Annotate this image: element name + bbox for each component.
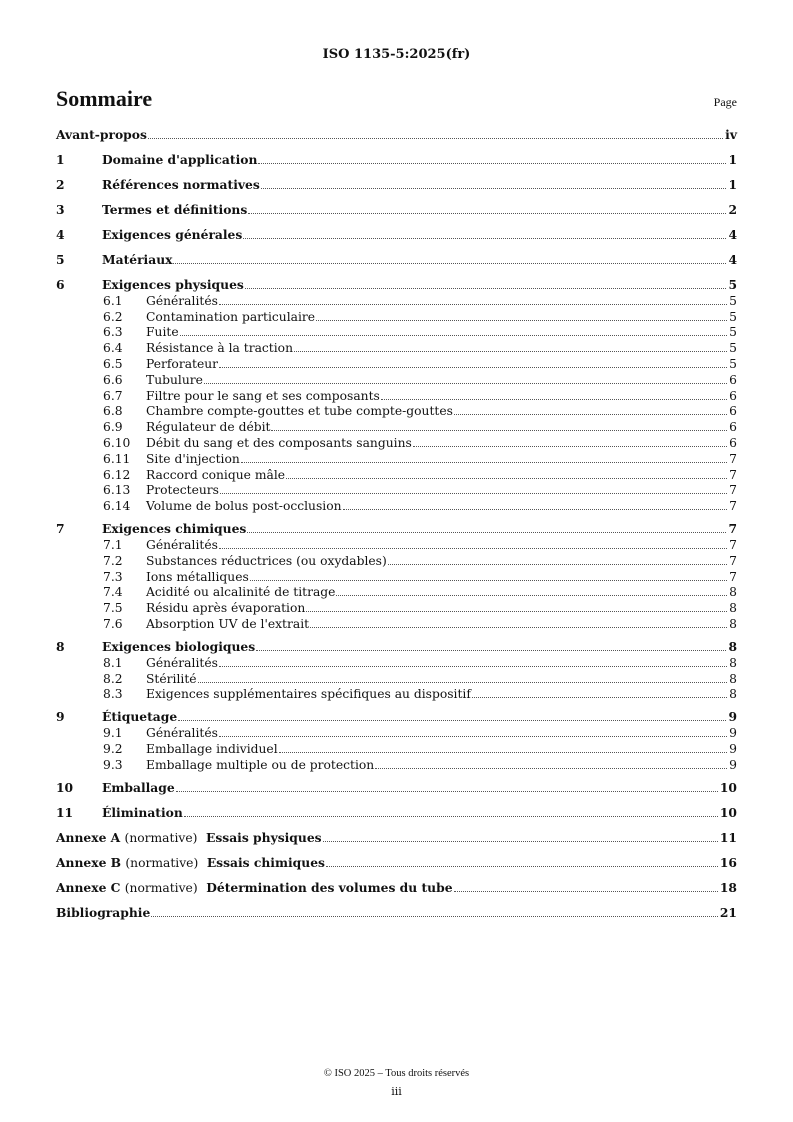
annex-title: Essais chimiques	[206, 854, 325, 870]
dot-leader	[247, 531, 726, 533]
dot-leader	[176, 790, 718, 792]
toc-entry-title: Fuite	[146, 325, 179, 340]
toc-subentry[interactable]	[56, 468, 737, 482]
toc-entry-title: Volume de bolus post-occlusion	[146, 499, 342, 514]
toc-entry[interactable]	[56, 522, 737, 536]
dot-leader	[261, 187, 727, 189]
toc-entry-title: Généralités	[146, 293, 218, 308]
toc-entry-number: 7.1	[103, 537, 123, 552]
toc-page-number: 8	[729, 585, 737, 600]
dot-leader	[219, 366, 727, 368]
toc-entry-title: Exigences chimiques	[102, 521, 247, 537]
toc-page-number: 5	[729, 293, 737, 308]
toc-entry-title	[56, 881, 453, 895]
dot-leader	[248, 212, 726, 214]
dot-leader	[343, 508, 728, 510]
toc-page-number: 8	[729, 616, 737, 631]
dot-leader	[323, 840, 718, 842]
toc-spacer	[56, 895, 737, 906]
copyright-footer: © ISO 2025 – Tous droits réservés	[323, 1068, 470, 1079]
dot-leader	[184, 815, 718, 817]
toc-subentry[interactable]	[56, 294, 737, 308]
toc-entry-title: Protecteurs	[146, 483, 219, 498]
toc-entry-number: 7.5	[103, 601, 123, 616]
toc-entry-title: Stérilité	[146, 671, 197, 686]
toc-entry-title: Résidu après évaporation	[146, 601, 306, 616]
toc-page-number: 7	[729, 467, 737, 482]
toc-entry-number: 11	[56, 804, 74, 820]
toc-page-number: 7	[729, 451, 737, 466]
toc-subentry[interactable]	[56, 373, 737, 387]
toc-entry-title: Généralités	[146, 726, 218, 741]
toc-entry-number: 7.4	[103, 585, 123, 600]
toc-entry-number: 2	[56, 177, 65, 192]
toc-entry-title: Absorption UV de l'extrait	[146, 616, 310, 631]
annex-title: Essais physiques	[205, 829, 322, 845]
dot-leader	[219, 665, 727, 667]
toc-page-number: 8	[729, 687, 737, 702]
toc-entry-title: Élimination	[102, 804, 183, 820]
toc-entry[interactable]	[56, 906, 737, 920]
toc-subentry[interactable]	[56, 538, 737, 552]
toc-page-number: 6	[729, 435, 737, 450]
toc-entry-title: Généralités	[146, 655, 218, 670]
toc-subentry[interactable]	[56, 436, 737, 450]
toc-page-number: 1	[728, 177, 737, 192]
toc-page-number: 11	[719, 829, 737, 845]
table-of-contents	[56, 128, 737, 920]
toc-entry-number: 7.2	[103, 553, 123, 568]
toc-page-number: 6	[729, 404, 737, 419]
toc-entry-title: Régulateur de débit	[146, 420, 271, 435]
toc-page-number: 5	[729, 341, 737, 356]
toc-subentry[interactable]	[56, 341, 737, 355]
toc-page-number: 8	[729, 671, 737, 686]
toc-entry-number: 7.3	[103, 569, 123, 584]
dot-leader	[178, 719, 726, 721]
toc-entry-number: 5	[56, 252, 65, 267]
dot-leader	[375, 767, 727, 769]
dot-leader	[454, 890, 718, 892]
toc-page-number: 9	[729, 757, 737, 772]
dot-leader	[245, 287, 727, 289]
toc-entry-number: 10	[56, 779, 74, 795]
dot-leader	[151, 915, 718, 917]
toc-page-number: 8	[729, 655, 737, 670]
toc-entry-title: Raccord conique mâle	[146, 467, 286, 482]
annex-label: Annexe C	[56, 879, 121, 895]
toc-entry-title: Site d'injection	[146, 451, 240, 466]
page-number: iii	[391, 1085, 402, 1098]
toc-page-number: 6	[729, 372, 737, 387]
toc-entry-title: Résistance à la traction	[146, 341, 294, 356]
toc-entry-number: 6.14	[103, 499, 131, 514]
toc-entry-title: Références normatives	[102, 177, 260, 192]
toc-entry[interactable]	[56, 228, 737, 242]
toc-entry-title: Généralités	[146, 537, 218, 552]
toc-entry-number: 8.2	[103, 671, 123, 686]
toc-entry-title: Contamination particulaire	[146, 309, 316, 324]
toc-subentry[interactable]	[56, 452, 737, 466]
toc-subentry[interactable]	[56, 570, 737, 584]
toc-entry-title: Étiquetage	[102, 709, 178, 725]
toc-subentry[interactable]	[56, 404, 737, 418]
toc-entry-number: 6.2	[103, 309, 123, 324]
toc-subentry[interactable]	[56, 726, 737, 740]
toc-page-number: 5	[728, 277, 737, 292]
toc-subentry[interactable]	[56, 420, 737, 434]
toc-subentry[interactable]	[56, 483, 737, 497]
toc-subentry[interactable]	[56, 554, 737, 568]
toc-entry[interactable]	[56, 178, 737, 192]
toc-subentry[interactable]	[56, 758, 737, 772]
toc-page-number: 5	[729, 325, 737, 340]
annex-label: Annexe B	[56, 854, 122, 870]
toc-page-number: 6	[729, 388, 737, 403]
dot-leader	[241, 461, 727, 463]
toc-subentry[interactable]	[56, 672, 737, 686]
toc-entry[interactable]	[56, 881, 737, 895]
toc-entry-number: 6.6	[103, 372, 123, 387]
toc-entry-title: Perforateur	[146, 356, 219, 371]
dot-leader	[306, 610, 727, 612]
dot-leader	[204, 382, 727, 384]
toc-entry[interactable]	[56, 856, 737, 870]
toc-entry[interactable]	[56, 806, 737, 820]
dot-leader	[243, 237, 726, 239]
toc-entry-number: 6.7	[103, 388, 123, 403]
dot-leader	[279, 751, 728, 753]
dot-leader	[472, 696, 727, 698]
toc-page-number: 18	[719, 879, 737, 895]
toc-entry-title: Acidité ou alcalinité de titrage	[146, 585, 336, 600]
toc-entry-number: 6.12	[103, 467, 131, 482]
toc-entry-number: 6.8	[103, 404, 123, 419]
toc-entry[interactable]	[56, 781, 737, 795]
toc-entry-number: 8.1	[103, 655, 123, 670]
toc-spacer	[56, 820, 737, 831]
toc-page-number: 10	[719, 804, 737, 820]
toc-entry-number: 9	[56, 709, 65, 725]
toc-entry[interactable]	[56, 640, 737, 654]
toc-subentry[interactable]	[56, 389, 737, 403]
toc-page-number: 7	[729, 483, 737, 498]
toc-subentry[interactable]	[56, 656, 737, 670]
toc-page-number: 7	[729, 553, 737, 568]
toc-entry-number: 6	[56, 277, 65, 292]
toc-subentry[interactable]	[56, 310, 737, 324]
toc-entry-number: 9.1	[103, 726, 123, 741]
dot-leader	[148, 137, 723, 139]
page-title: Sommaire	[56, 86, 153, 111]
toc-entry-title: Exigences supplémentaires spécifiques au dispositif	[146, 687, 471, 702]
annex-title: Détermination des volumes du tube	[206, 879, 453, 895]
toc-page-number: 5	[729, 356, 737, 371]
dot-leader	[220, 492, 727, 494]
toc-entry-number: 4	[56, 227, 65, 242]
dot-leader	[413, 445, 727, 447]
toc-page-number: 1	[728, 152, 737, 167]
toc-entry-title: Ions métalliques	[146, 569, 249, 584]
toc-entry-title: Emballage individuel	[146, 741, 278, 756]
toc-entry-title: Tubulure	[146, 372, 203, 387]
toc-page-number: 4	[728, 227, 737, 242]
toc-entry-number: 6.4	[103, 341, 123, 356]
toc-entry-title: Emballage multiple ou de protection	[146, 757, 375, 772]
toc-page-number: 6	[729, 420, 737, 435]
toc-entry-title: Bibliographie	[56, 904, 151, 920]
dot-leader	[336, 594, 727, 596]
annex-qualifier: (normative)	[124, 830, 198, 845]
annex-qualifier: (normative)	[124, 880, 198, 895]
page-column-label: Page	[713, 95, 737, 109]
toc-page-number: 8	[729, 601, 737, 616]
toc-entry[interactable]	[56, 128, 737, 142]
toc-entry-number: 6.5	[103, 356, 123, 371]
toc-entry-number: 6.10	[103, 435, 131, 450]
dot-leader	[294, 350, 727, 352]
toc-entry[interactable]	[56, 278, 737, 292]
toc-entry[interactable]	[56, 710, 737, 724]
toc-entry-number: 7	[56, 521, 65, 537]
toc-subentry[interactable]	[56, 325, 737, 339]
toc-page-number: 10	[719, 779, 737, 795]
toc-page-number: 7	[729, 569, 737, 584]
toc-subentry[interactable]	[56, 687, 737, 701]
dot-leader	[454, 413, 727, 415]
dot-leader	[256, 649, 726, 651]
toc-page-number: 21	[719, 904, 737, 920]
toc-page-number: 5	[729, 309, 737, 324]
dot-leader	[198, 681, 728, 683]
toc-page-number: 7	[729, 499, 737, 514]
toc-subentry[interactable]	[56, 742, 737, 756]
toc-page-number: 9	[729, 726, 737, 741]
toc-entry-number: 6.9	[103, 420, 123, 435]
toc-entry-title: Emballage	[102, 779, 175, 795]
dot-leader	[326, 865, 718, 867]
annex-qualifier: (normative)	[125, 855, 199, 870]
toc-entry-number: 6.3	[103, 325, 123, 340]
toc-page-number: 9	[729, 741, 737, 756]
toc-page-number: 7	[728, 521, 737, 537]
dot-leader	[219, 735, 727, 737]
toc-entry-title: Matériaux	[102, 252, 173, 267]
toc-entry-title	[56, 831, 322, 845]
toc-entry[interactable]	[56, 253, 737, 267]
toc-entry-number: 3	[56, 202, 65, 217]
toc-entry-title: Exigences physiques	[102, 277, 244, 292]
toc-entry[interactable]	[56, 153, 737, 167]
toc-entry[interactable]	[56, 203, 737, 217]
dot-leader	[250, 579, 727, 581]
toc-spacer	[56, 845, 737, 856]
toc-entry-number: 6.1	[103, 293, 123, 308]
toc-entry-number: 9.3	[103, 757, 123, 772]
toc-subentry[interactable]	[56, 617, 737, 631]
annex-label: Annexe A	[56, 829, 121, 845]
toc-entry-title: Domaine d'application	[102, 152, 258, 167]
dot-leader	[219, 303, 727, 305]
dot-leader	[286, 477, 727, 479]
toc-subentry[interactable]	[56, 499, 737, 513]
toc-entry-title: Exigences biologiques	[102, 638, 256, 654]
toc-entry-number: 8.3	[103, 687, 123, 702]
toc-entry-title	[56, 856, 325, 870]
dot-leader	[173, 262, 726, 264]
toc-page-number: 7	[729, 537, 737, 552]
title-row	[56, 86, 737, 112]
toc-subentry[interactable]	[56, 601, 737, 615]
toc-entry-number: 6.11	[103, 451, 131, 466]
toc-entry-number: 9.2	[103, 741, 123, 756]
toc-page-number: iv	[725, 127, 737, 142]
toc-page-number: 2	[728, 202, 737, 217]
toc-entry-title: Termes et définitions	[102, 202, 248, 217]
dot-leader	[180, 334, 728, 336]
dot-leader	[381, 398, 727, 400]
toc-entry[interactable]	[56, 831, 737, 845]
toc-entry-title: Exigences générales	[102, 227, 243, 242]
toc-entry-number: 7.6	[103, 616, 123, 631]
toc-page-number: 9	[728, 709, 737, 725]
dot-leader	[310, 626, 727, 628]
dot-leader	[258, 162, 726, 164]
toc-subentry[interactable]	[56, 357, 737, 371]
toc-entry-number: 8	[56, 638, 65, 654]
toc-entry-title: Avant-propos	[56, 127, 147, 142]
toc-entry-number: 6.13	[103, 483, 131, 498]
toc-entry-title: Filtre pour le sang et ses composants	[146, 388, 380, 403]
toc-entry-title: Substances réductrices (ou oxydables)	[146, 553, 387, 568]
dot-leader	[219, 547, 727, 549]
dot-leader	[388, 563, 727, 565]
dot-leader	[316, 319, 727, 321]
toc-page-number: 16	[719, 854, 737, 870]
document-header: ISO 1135-5:2025(fr)	[322, 47, 471, 62]
toc-entry-title: Chambre compte-gouttes et tube compte-gouttes	[146, 404, 453, 419]
toc-entry-title: Débit du sang et des composants sanguins	[146, 435, 412, 450]
toc-page-number: 8	[728, 638, 737, 654]
toc-entry-number: 1	[56, 152, 65, 167]
dot-leader	[271, 429, 727, 431]
toc-page-number: 4	[728, 252, 737, 267]
toc-subentry[interactable]	[56, 585, 737, 599]
